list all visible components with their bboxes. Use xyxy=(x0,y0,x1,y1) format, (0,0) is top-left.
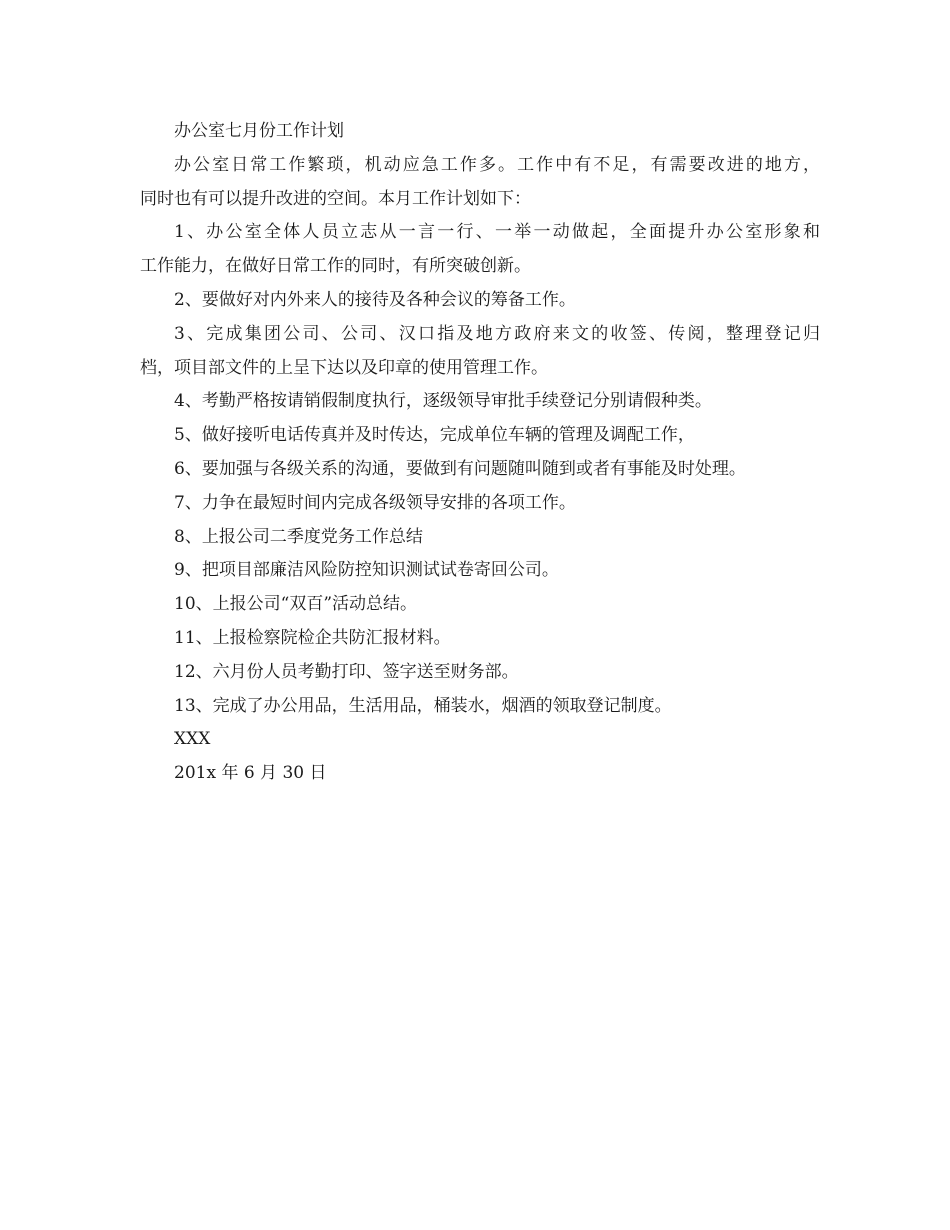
intro-line: 同时也有可以提升改进的空间。本月工作计划如下： xyxy=(140,188,531,209)
plan-item-11: 11、上报检察院检企共防汇报材料。 xyxy=(174,627,451,648)
plan-item-2: 2、要做好对内外来人的接待及各种会议的筹备工作。 xyxy=(174,289,576,310)
plan-item-line: 3、完成集团公司、公司、汉口指及地方政府来文的收签、传阅，整理登记归 xyxy=(174,323,820,344)
document-title: 办公室七月份工作计划 xyxy=(174,121,344,141)
plan-item-7: 7、力争在最短时间内完成各级领导安排的各项工作。 xyxy=(174,492,576,513)
plan-item-10: 10、上报公司“双百”活动总结。 xyxy=(174,594,418,615)
plan-item-line: 工作能力，在做好日常工作的同时，有所突破创新。 xyxy=(140,256,531,277)
signature: XXX xyxy=(174,729,211,750)
plan-item-line: 档，项目部文件的上呈下达以及印章的使用管理工作。 xyxy=(140,357,548,378)
intro-line: 办公室日常工作繁琐，机动应急工作多。工作中有不足，有需要改进的地方， xyxy=(174,154,820,175)
intro-paragraph xyxy=(140,149,820,217)
plan-item-13: 13、完成了办公用品，生活用品，桶装水，烟酒的领取登记制度。 xyxy=(174,695,672,716)
plan-item-1 xyxy=(140,216,820,284)
plan-item-6: 6、要加强与各级关系的沟通，要做到有问题随叫随到或者有事能及时处理。 xyxy=(174,458,746,479)
plan-item-12: 12、六月份人员考勤打印、签字送至财务部。 xyxy=(174,661,519,682)
plan-item-5: 5、做好接听电话传真并及时传达，完成单位车辆的管理及调配工作， xyxy=(174,425,695,446)
plan-item-line: 1、办公室全体人员立志从一言一行、一举一动做起，全面提升办公室形象和 xyxy=(174,222,820,243)
plan-item-4: 4、考勤严格按请销假制度执行，逐级领导审批手续登记分别请假种类。 xyxy=(174,391,712,412)
document-body xyxy=(140,115,820,791)
document-date: 201x 年 6 月 30 日 xyxy=(174,763,327,784)
plan-item-8: 8、上报公司二季度党务工作总结 xyxy=(174,526,423,547)
plan-item-9: 9、把项目部廉洁风险防控知识测试试卷寄回公司。 xyxy=(174,560,559,581)
plan-item-3 xyxy=(140,318,820,386)
